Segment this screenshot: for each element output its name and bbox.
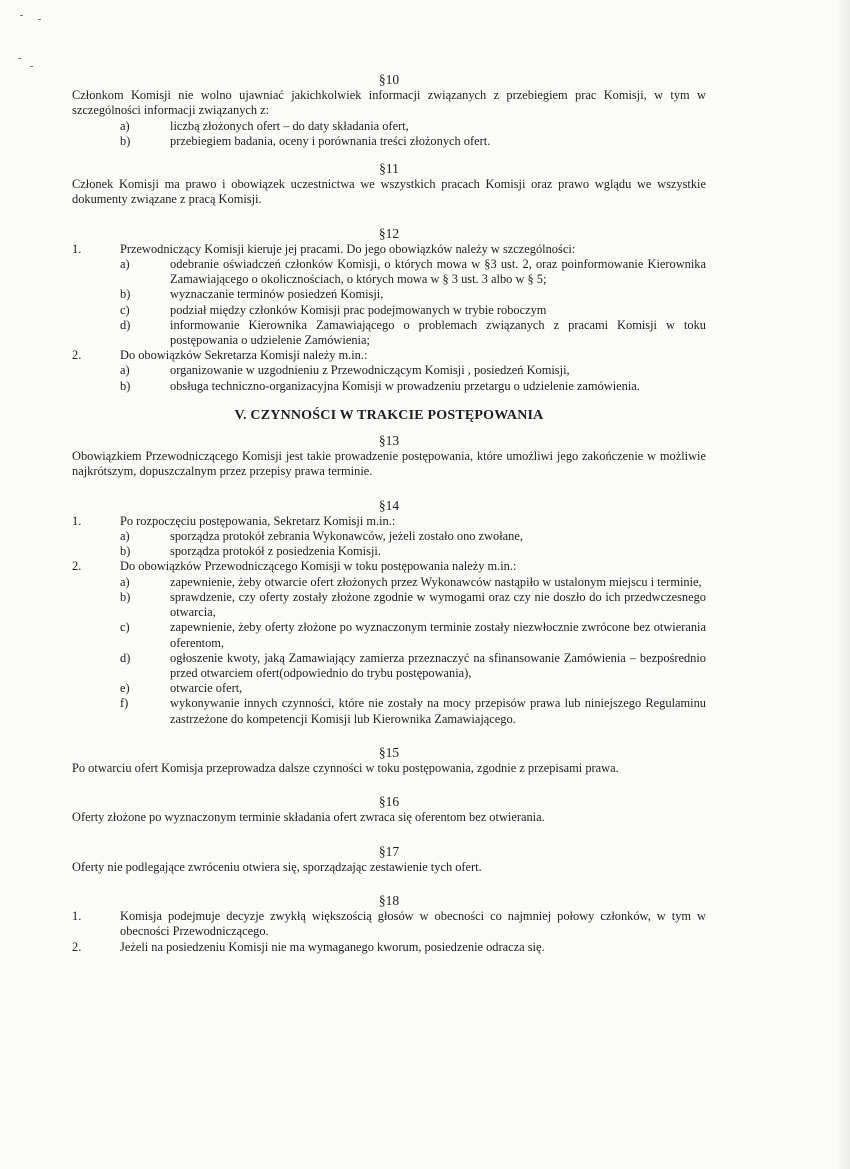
paragraph-text: Po rozpoczęciu postępowania, Sekretarz Komisji m.in.: [120,513,396,528]
section-16-title: §16 [378,794,400,810]
section-15-title: §15 [378,744,400,760]
list-marker: e) [120,681,130,696]
list-item [72,318,706,348]
list-item [72,363,706,378]
list-text: ogłoszenie kwoty, jaką Zamawiający zamierza przeznaczyć na sfinansowanie Zamówienia – bezpośrednio przed otwarciem ofert(odpowiednio do trybu postępowania), [170,650,706,680]
list-text: sporządza protokół zebrania Wykonawców, jeżeli zostało ono zwołane, [170,529,523,544]
section-14-title: §14 [378,497,400,513]
list-item [72,696,706,726]
numbered-paragraph [72,242,706,257]
section-16-text: Oferty złożone po wyznaczonym terminie składania ofert zwraca się oferentom bez otwierania. [72,810,545,825]
list-text: sporządza protokół z posiedzenia Komisji. [170,544,381,559]
section-10-title: §10 [378,72,400,87]
numbered-paragraph [72,940,706,955]
section-18-title: §18 [378,892,400,908]
section-15-text: Po otwarciu ofert Komisja przeprowadza dalsze czynności w toku postępowania, zgodnie z przepisami prawa. [72,760,619,775]
list-text: obsługa techniczno-organizacyjna Komisji w prowadzeniu przetargu o udzielenie zamówienia. [170,378,640,393]
list-marker: a) [120,529,130,544]
section-13-text: Obowiązkiem Przewodniczącego Komisji jest takie prowadzenie postępowania, które umożliwi jego zakończenie w możliwie najkrótszym, dopuszczalnym przez przepisy prawa terminie. [72,449,706,479]
list-item [72,620,706,650]
scan-speck [20,15,23,16]
list-text: wyznaczanie terminów posiedzeń Komisji, [170,287,384,302]
list-text: sprawdzenie, czy oferty zostały złożone zgodnie w wymogami oraz czy nie doszło do ich przedwczesnego otwarcia, [170,589,706,620]
list-marker: b) [120,378,131,393]
paragraph-text: Komisja podejmuje decyzje zwykłą większością głosów w obecności co najmniej połowy członków, w tym w obecności Przewodniczącego. [120,909,706,939]
section-12-title: §12 [378,225,400,241]
list-marker: a) [120,118,130,133]
list-text: podział między członków Komisji prac podejmowanych w trybie roboczym [170,302,547,317]
list-text: odebranie oświadczeń członków Komisji, o których mowa w §3 ust. 2, oraz poinformowanie Kierownika Zamawiającego o okolicznościach, o których mowa w § 3 ust. 3 albo w § 5; [170,257,706,287]
section-17-text: Oferty nie podlegające zwróceniu otwiera się, sporządzając zestawienie tych ofert. [72,859,482,874]
chapter-heading: V. CZYNNOŚCI W TRAKCIE POSTĘPOWANIA [234,407,544,423]
scan-speck [30,66,33,67]
list-text: zapewnienie, żeby oferty złożone po wyznaczonym terminie zostały niezwłocznie zwrócone bez otwierania oferentom, [170,620,706,650]
list-item [72,303,706,318]
list-item [72,287,706,302]
paragraph-number: 1. [72,241,82,256]
list-marker: a) [120,363,130,378]
section-11-title: §11 [379,161,399,177]
list-marker: b) [120,589,131,604]
list-item [72,257,706,287]
list-marker: b) [120,544,131,559]
list-marker: b) [120,287,131,302]
list-marker: d) [120,650,131,665]
section-11-text: Członek Komisji ma prawo i obowiązek uczestnictwa we wszystkich pracach Komisji oraz prawo wglądu we wszystkie dokumenty związane z pracą Komisji. [72,177,706,207]
list-marker: d) [120,317,131,332]
list-marker: c) [120,620,130,635]
list-text: przebiegiem badania, oceny i porównania treści złożonych ofert. [170,133,491,148]
list-item [72,119,706,134]
paragraph-text: Do obowiązków Sekretarza Komisji należy m.in.: [120,348,368,363]
section-17-title: §17 [378,843,400,859]
list-text: organizowanie w uzgodnieniu z Przewodniczącym Komisji , posiedzeń Komisji, [170,363,570,378]
numbered-paragraph [72,514,706,529]
numbered-paragraph [72,348,706,363]
list-item [72,544,706,559]
document-body [72,72,706,955]
list-item [72,529,706,544]
list-marker: a) [120,257,130,272]
paragraph-number: 1. [72,909,82,924]
section-10-text: Członkom Komisji nie wolno ujawniać jakichkolwiek informacji związanych z przebiegiem prac Komisji, w tym w szczególności informacji związanych z: [72,88,706,118]
numbered-paragraph [72,559,706,574]
paragraph-text: Jeżeli na posiedzeniu Komisji nie ma wymaganego kworum, posiedzenie odracza się. [120,939,545,954]
page-edge-shadow [836,0,850,1169]
paragraph-text: Do obowiązków Przewodniczącego Komisji w toku postępowania należy m.in.: [120,559,517,574]
list-marker: a) [120,574,130,589]
list-marker: b) [120,133,131,148]
paragraph-number: 2. [72,939,82,954]
paragraph-text: Przewodniczący Komisji kieruje jej pracami. Do jego obowiązków należy w szczególności: [120,241,576,256]
list-text: wykonywanie innych czynności, które nie zostały na mocy przepisów prawa lub niniejszego Regulaminu zastrzeżone do kompetencji Komisji lub Kierownika Zamawiającego. [170,696,706,726]
list-marker: c) [120,302,130,317]
numbered-paragraph [72,909,706,939]
list-item [72,590,706,620]
list-item [72,379,706,394]
paragraph-number: 1. [72,513,82,528]
paragraph-number: 2. [72,348,82,363]
list-text: liczbą złożonych ofert – do daty składania ofert, [170,118,409,133]
list-text: zapewnienie, żeby otwarcie ofert złożonych przez Wykonawców nastąpiło w ustalonym miejscu i terminie, [170,574,702,589]
list-text: otwarcie ofert, [170,681,243,696]
section-13-title: §13 [378,433,400,449]
list-marker: f) [120,696,129,711]
scan-speck [18,58,21,59]
list-item [72,651,706,681]
list-item [72,575,706,590]
list-item [72,681,706,696]
paragraph-number: 2. [72,559,82,574]
list-item [72,134,706,149]
list-text: informowanie Kierownika Zamawiającego o problemach związanych z pracami Komisji w toku postępowania o udzielenie Zamówienia; [170,317,706,348]
scan-speck [38,19,41,20]
